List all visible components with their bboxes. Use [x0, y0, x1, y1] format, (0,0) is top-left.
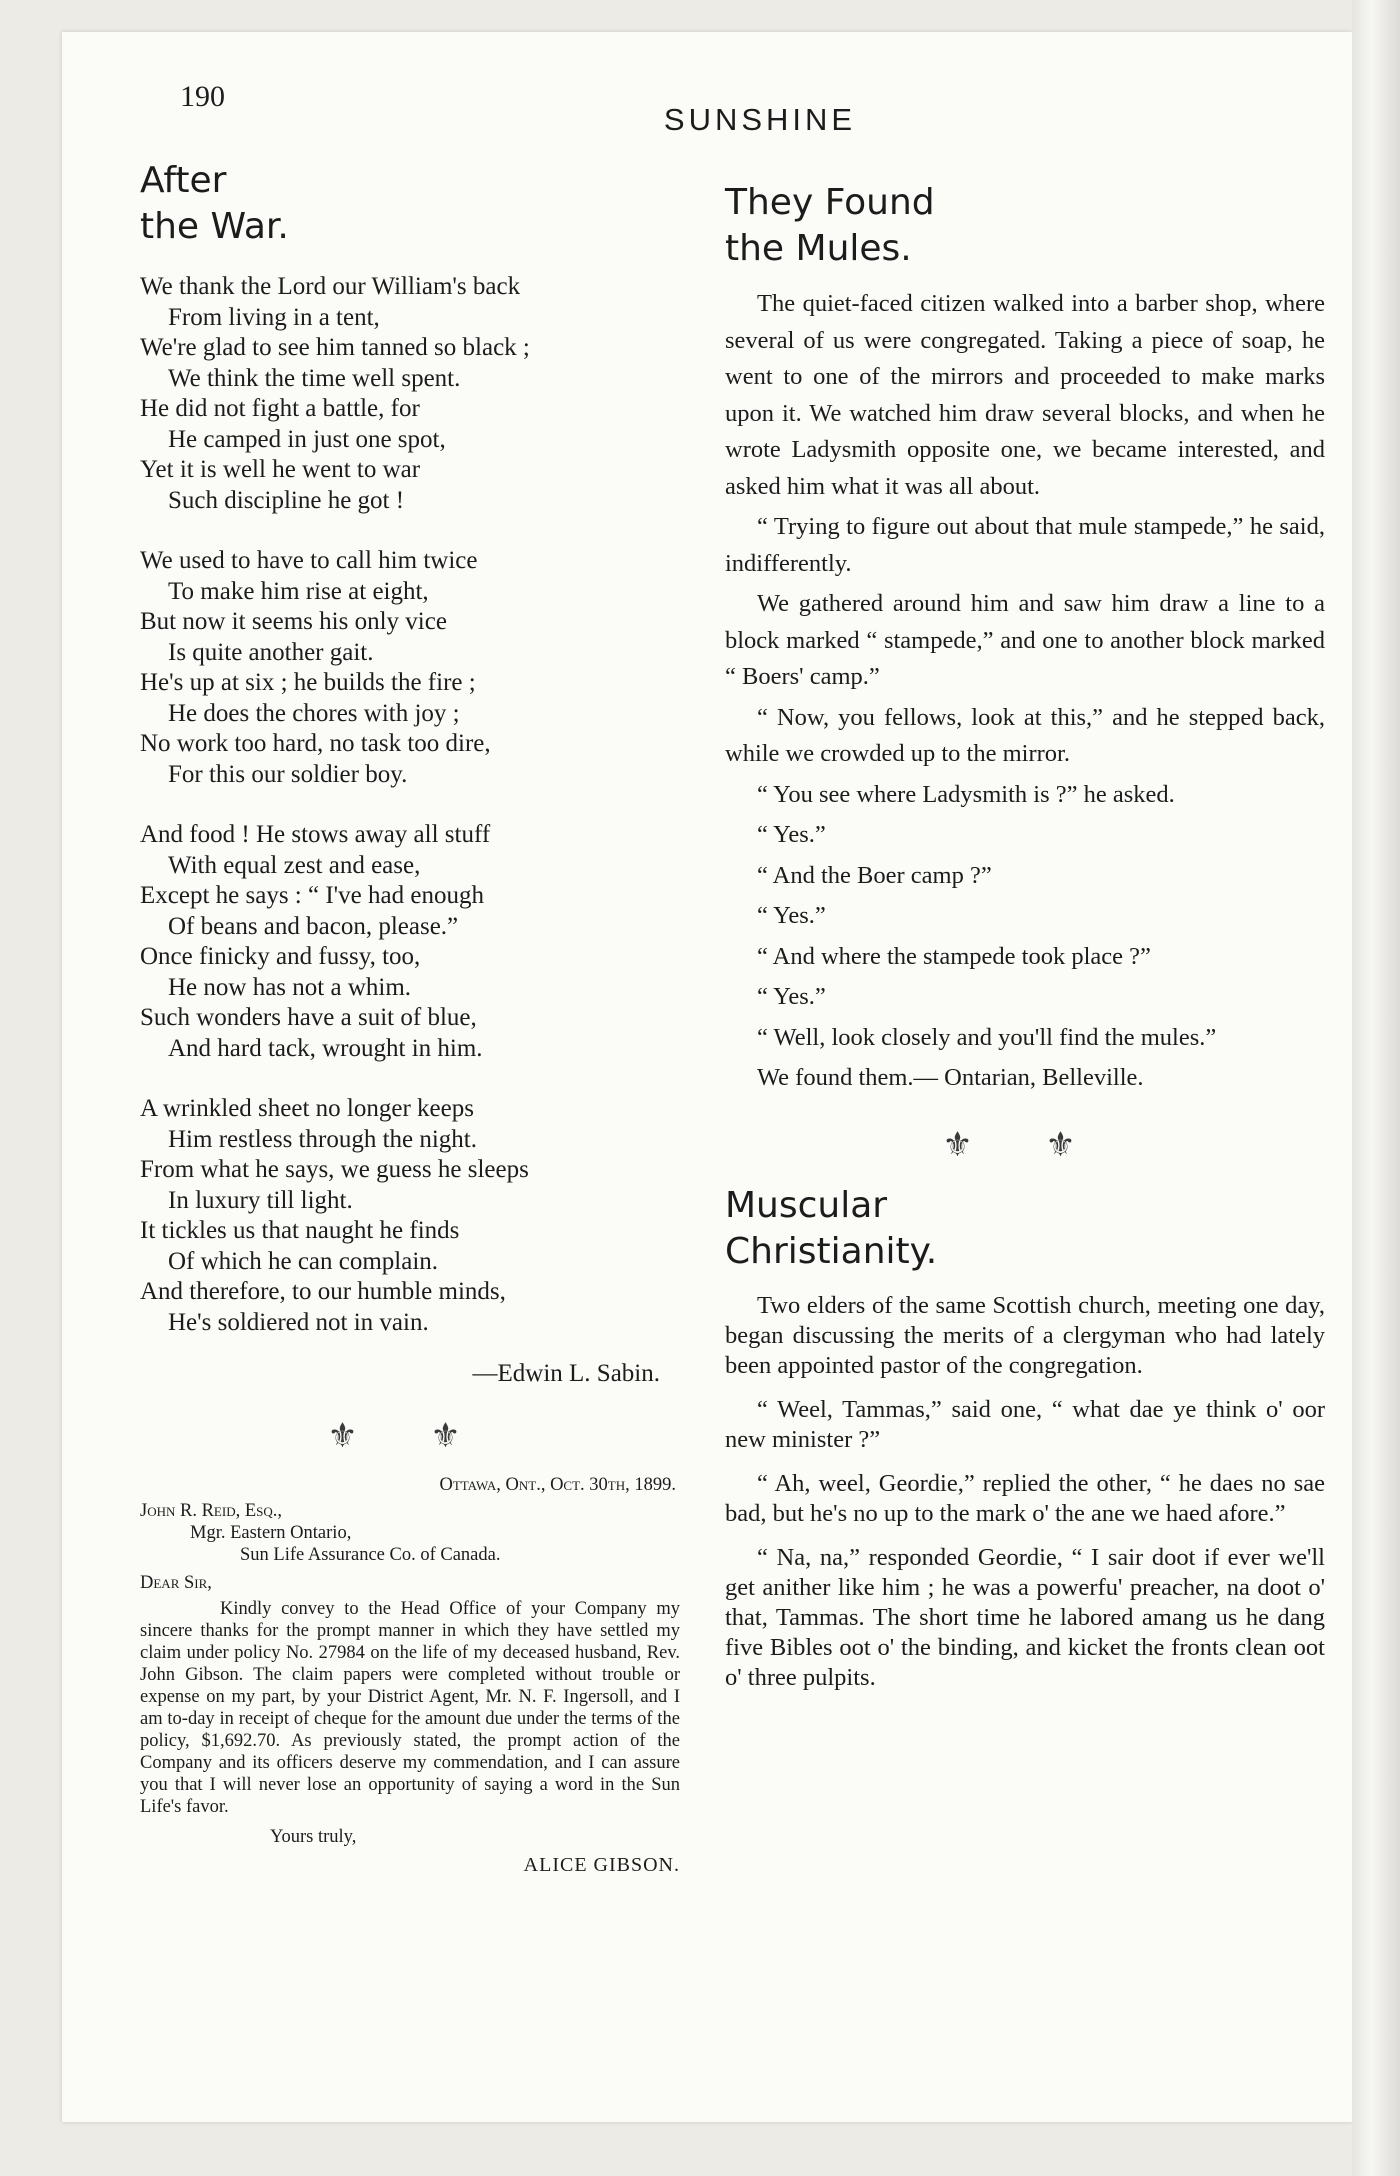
poem-stanza	[140, 272, 680, 516]
poem-line: It tickles us that naught he finds	[140, 1217, 460, 1244]
poem-line: We're glad to see him tanned so black ;	[140, 334, 530, 361]
letter-body: Kindly convey to the Head Office of your Company my sincere thanks for the prompt manner in which they have settled my claim under policy No. 27984 on the life of my deceased husband, Rev. John Gibson. The claim papers were completed without trouble or expense on my part, by your District Agent, Mr. N. F. Ingersoll, and I am to-day in receipt of cheque for the amount due under the terms of the policy, $1,692.70. As previously stated, the prompt action of the Company and its officers deserve my commendation, and I can assure you that I will never lose an opportunity of saying a word in the Sun Life's favor.	[140, 1599, 680, 1817]
muscular-title	[725, 1183, 1325, 1275]
mules-paragraph: “ Yes.”	[757, 902, 826, 929]
mules-paragraph: “ Yes.”	[757, 821, 826, 848]
poem-line: He does the chores with joy ;	[168, 699, 460, 727]
poem-title-line1: After	[140, 160, 227, 201]
poem-line: Him restless through the night.	[168, 1125, 477, 1153]
fleur-de-lis-ornament-icon: ⚜ ⚜	[327, 1418, 493, 1455]
poem-line: Such wonders have a suit of blue,	[140, 1004, 477, 1031]
mules-title	[725, 180, 1325, 272]
letter-closing: Yours truly,	[270, 1827, 357, 1847]
muscular-paragraph: “ Weel, Tammas,” said one, “ what dae ye think o' oor new minister ?”	[725, 1395, 1325, 1453]
muscular-paragraph: “ Ah, weel, Geordie,” replied the other, “ he daes no sae bad, but he's no up to the mark o' the ane we haed afore.”	[725, 1469, 1325, 1527]
poem-line: But now it seems his only vice	[140, 608, 447, 635]
muscular-article	[725, 1291, 1325, 1693]
poem-line: No work too hard, no task too dire,	[140, 730, 491, 757]
right-column	[725, 180, 1325, 1707]
muscular-paragraph: “ Na, na,” responded Geordie, “ I sair doot if ever we'll get anither like him ; he was a powerfu' preacher, na doot o' that, Tammas. The short time he labored amang us he dang five Bibles oot o' the binding, and kicket the fronts clean oot o' three pulpits.	[725, 1543, 1325, 1691]
poem-line: He did not fight a battle, for	[140, 395, 420, 422]
poem-author: —Edwin L. Sabin.	[472, 1360, 660, 1387]
poem-line: Once finicky and fussy, too,	[140, 943, 421, 970]
poem-title	[140, 158, 680, 250]
poem-line: With equal zest and ease,	[168, 851, 421, 879]
mules-paragraph: The quiet-faced citizen walked into a barber shop, where several of us were congregated. Taking a piece of soap, he went to one of the mirrors and proceeded to make marks upon it. We watched him draw several blocks, and when he wrote Ladysmith opposite one, we became interested, and asked him what it was all about.	[725, 290, 1325, 500]
poem-body	[140, 272, 680, 1338]
poem-line: He's up at six ; he builds the fire ;	[140, 669, 476, 696]
page-number: 190	[180, 80, 225, 113]
poem-line: We think the time well spent.	[168, 364, 461, 392]
facing-page-edge	[1352, 0, 1400, 2176]
mules-paragraph: “ Yes.”	[757, 983, 826, 1010]
letter-addressee-company: Sun Life Assurance Co. of Canada.	[240, 1545, 501, 1565]
poem-line: From what he says, we guess he sleeps	[140, 1156, 529, 1183]
letter-addressee-name: John R. Reid, Esq.,	[140, 1501, 282, 1521]
letter-salutation: Dear Sir,	[140, 1573, 212, 1593]
mules-title-line1: They Found	[725, 182, 935, 223]
muscular-title-line1: Muscular	[725, 1184, 888, 1226]
mules-paragraph: “ Well, look closely and you'll find the mules.”	[757, 1023, 1217, 1051]
poem-stanza	[140, 1094, 680, 1338]
letter-addressee-title: Mgr. Eastern Ontario,	[190, 1523, 352, 1543]
mules-title-line2: the Mules.	[725, 228, 912, 269]
poem-line: From living in a tent,	[168, 303, 380, 331]
poem-line: For this our soldier boy.	[168, 760, 408, 788]
mules-paragraph: “ And where the stampede took place ?”	[757, 942, 1151, 970]
mules-paragraph: “ Now, you fellows, look at this,” and he stepped back, while we crowded up to the mirror.	[725, 703, 1325, 767]
muscular-section	[725, 1183, 1325, 1693]
poem-line: In luxury till light.	[168, 1186, 353, 1214]
muscular-paragraph: Two elders of the same Scottish church, meeting one day, began discussing the merits of a clergyman who had lately been appointed pastor of the congregation.	[725, 1291, 1325, 1379]
mules-paragraph: “ Trying to figure out about that mule stampede,” he said, indifferently.	[725, 513, 1325, 577]
mules-paragraph: “ And the Boer camp ?”	[757, 861, 992, 889]
poem-stanza	[140, 546, 680, 790]
poem-line: And therefore, to our humble minds,	[140, 1278, 506, 1305]
poem-line: We used to have to call him twice	[140, 547, 478, 574]
muscular-title-line2: Christianity.	[725, 1230, 938, 1272]
letter-dateline: Ottawa, Ont., Oct. 30th, 1899.	[439, 1475, 676, 1495]
poem-title-line2: the War.	[140, 206, 289, 247]
poem-line: A wrinkled sheet no longer keeps	[140, 1095, 474, 1122]
poem-line: Of beans and bacon, please.”	[168, 912, 459, 940]
poem-line: And hard tack, wrought in him.	[168, 1034, 483, 1062]
mules-paragraph: We found them.— Ontarian, Belleville.	[757, 1064, 1144, 1091]
letter-signature: ALICE GIBSON.	[523, 1854, 680, 1876]
poem-stanza	[140, 820, 680, 1064]
poem-line: He now has not a whim.	[168, 973, 412, 1001]
mules-paragraph: We gathered around him and saw him draw a line to a block marked “ stampede,” and one to another block marked “ Boers' camp.”	[725, 590, 1325, 690]
poem-line: He's soldiered not in vain.	[168, 1308, 429, 1336]
fleur-de-lis-ornament-icon: ⚜ ⚜	[942, 1126, 1108, 1164]
poem-line: Is quite another gait.	[168, 638, 374, 666]
poem-line: To make him rise at eight,	[168, 577, 429, 605]
poem-line: Yet it is well he went to war	[140, 456, 421, 483]
poem-line: Of which he can complain.	[168, 1247, 439, 1275]
running-title: SUNSHINE	[663, 102, 857, 137]
poem-line: Except he says : “ I've had enough	[140, 882, 484, 909]
poem-line: Such discipline he got !	[168, 486, 405, 514]
left-column	[140, 158, 680, 1876]
mules-paragraph: “ You see where Ladysmith is ?” he asked.	[757, 780, 1175, 808]
poem-line: He camped in just one spot,	[168, 425, 446, 453]
testimonial-letter	[140, 1474, 680, 1876]
mules-article	[725, 286, 1325, 1097]
poem-line: And food ! He stows away all stuff	[140, 821, 491, 848]
poem-line: We thank the Lord our William's back	[140, 273, 521, 300]
